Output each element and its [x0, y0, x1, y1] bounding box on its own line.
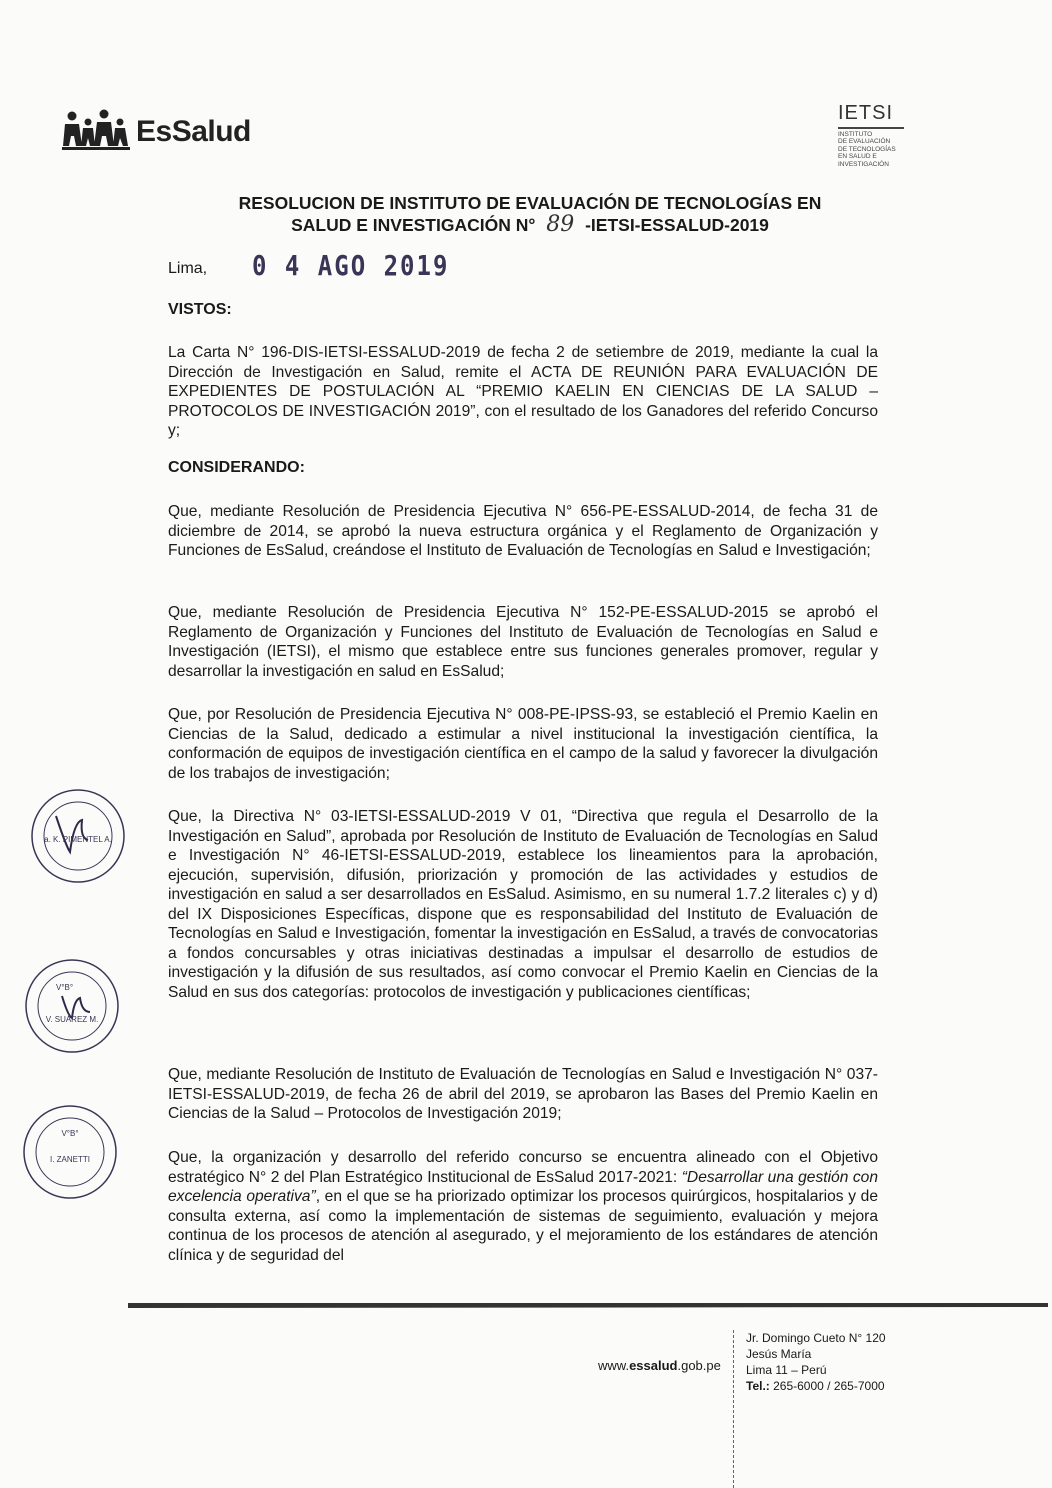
family-figures-icon: [62, 108, 134, 156]
paragraph-considerando-3: Que, por Resolución de Presidencia Ejecutiva N° 008-PE-IPSS-93, se estableció el Premio Kaelin en Ciencias de la Salud, dedicado a estimular a nivel institucional la investigación científica, la conformación de equipos de investigación científica en el campo de la salud y favorecer la divulgación de los trabajos de investigación;: [168, 706, 878, 782]
document-title: [120, 192, 940, 236]
approval-seal-3: [20, 1102, 120, 1202]
ietsi-subtitle: INSTITUTO DE EVALUACIÓN DE TECNOLOGÍAS EN SALUD E INVESTIGACIÓN: [838, 130, 896, 168]
heading-considerando: CONSIDERANDO:: [168, 459, 305, 476]
heading-vistos: VISTOS:: [168, 301, 232, 318]
paragraph-considerando-6: Que, la organización y desarrollo del referido concurso se encuentra alineado con el Objetivo estratégico N° 2 del Plan Estratégico Institucional de EsSalud 2017-2021: “Desarrollar una gestión con excelencia operativa”, en el que se ha priorizado optimizar los procesos quirúrgicos, hospitalarios y de consulta externa, así como la implementación de sistemas de seguimiento, evaluación y mejora continua de los procesos de atención al asegurado, y el mejoramiento de los estándares de atención clínica y de seguridad del: [168, 1149, 879, 1264]
seal-2-mark: V°B°: [56, 983, 74, 992]
ietsi-wordmark: IETSI: [838, 102, 894, 124]
footer-rule: [128, 1300, 1048, 1310]
seal-2-name: V. SUÁREZ M.: [45, 1015, 99, 1024]
title-line-2: SALUD E INVESTIGACIÓN N° 89 -IETSI-ESSALUD-2019: [291, 212, 769, 237]
approval-seal-2: [22, 956, 122, 1056]
date-place: Lima,: [168, 260, 208, 277]
footer-website[interactable]: www.essalud.gob.pe: [598, 1358, 721, 1373]
footer-phone: Tel.: 265-6000 / 265-7000: [746, 1379, 885, 1393]
ietsi-divider: [838, 127, 904, 129]
date-stamp: 0 4 AGO 2019: [252, 249, 450, 283]
ietsi-logo: [838, 102, 938, 168]
essalud-wordmark: EsSalud: [136, 115, 251, 148]
essalud-logo: [62, 108, 251, 156]
paragraph-considerando-4: Que, la Directiva N° 03-IETSI-ESSALUD-2019 V 01, “Directiva que regula el Desarrollo de la Investigación en Salud”, aprobada por Resolución de Instituto de Evaluación de Tecnologías en Salud e Investigación N° 46-IETSI-ESSALUD-2019, establece los lineamientos para la aprobación, ejecución, supervisión, difusión, priorización y promoción de las actividades y estudios de investigación en salud a ser desarrollados en EsSalud. Asimismo, en su numeral 1.7.2 literales c) y d) del IX Disposiciones Específicas, dispone que es responsabilidad del Instituto de Evaluación de Tecnologías en Salud e Investigación, fomentar la investigación en EsSalud, a través de convocatorias a fondos concursables y otras iniciativas destinadas a impulsar el desarrollo de estudios de investigación y la difusión de sus resultados, así como convocar el Premio Kaelin en Ciencias de la Salud en sus dos categorías: protocolos de investigación y publicaciones científicas;: [168, 808, 878, 1001]
seal-3-mark: V°B°: [61, 1129, 79, 1138]
paragraph-vistos: La Carta N° 196-DIS-IETSI-ESSALUD-2019 de fecha 2 de setiembre de 2019, mediante la cual la Dirección de Investigación en Salud, remite el ACTA DE REUNIÓN PARA EVALUACIÓN DE EXPEDIENTES DE POSTULACIÓN AL “PREMIO KAELIN EN CIENCIAS DE LA SALUD – PROTOCOLOS DE INVESTIGACIÓN 2019”, con el resultado de los Ganadores del referido Concurso y;: [168, 344, 878, 439]
seal-1-name: a. K. PIMENTEL A.: [44, 835, 112, 844]
paragraph-considerando-2: Que, mediante Resolución de Presidencia Ejecutiva N° 152-PE-ESSALUD-2015 se aprobó el Reglamento de Organización y Funciones del Instituto de Evaluación de Tecnologías en Salud e Investigación (IETSI), el mismo que establece entre sus funciones generales promover, regular y desarrollar la investigación en salud en EsSalud;: [168, 604, 878, 680]
paragraph-considerando-5: Que, mediante Resolución de Instituto de Evaluación de Tecnologías en Salud e Investigación N° 037-IETSI-ESSALUD-2019, de fecha 26 de abril del 2019, se aprobaron las Bases del Premio Kaelin en Ciencias de la Salud – Protocolos de Investigación 2019;: [168, 1066, 878, 1122]
approval-seal-1: [28, 786, 128, 886]
seal-3-name: I. ZANETTI: [50, 1155, 90, 1164]
title-line-1: RESOLUCION DE INSTITUTO DE EVALUACIÓN DE TECNOLOGÍAS EN: [238, 193, 822, 213]
footer-divider: [733, 1330, 735, 1488]
footer-address: Jr. Domingo Cueto N° 120 Jesús María Lima 11 – Perú Tel.: 265-6000 / 265-7000: [746, 1331, 886, 1393]
resolution-number: 89: [546, 212, 575, 237]
paragraph-considerando-1: Que, mediante Resolución de Presidencia Ejecutiva N° 656-PE-ESSALUD-2014, de fecha 31 de diciembre de 2014, se aprobó la nueva estructura orgánica y el Reglamento de Organización y Funciones de EsSalud, creándose el Instituto de Evaluación de Tecnologías en Salud e Investigación;: [168, 503, 878, 559]
